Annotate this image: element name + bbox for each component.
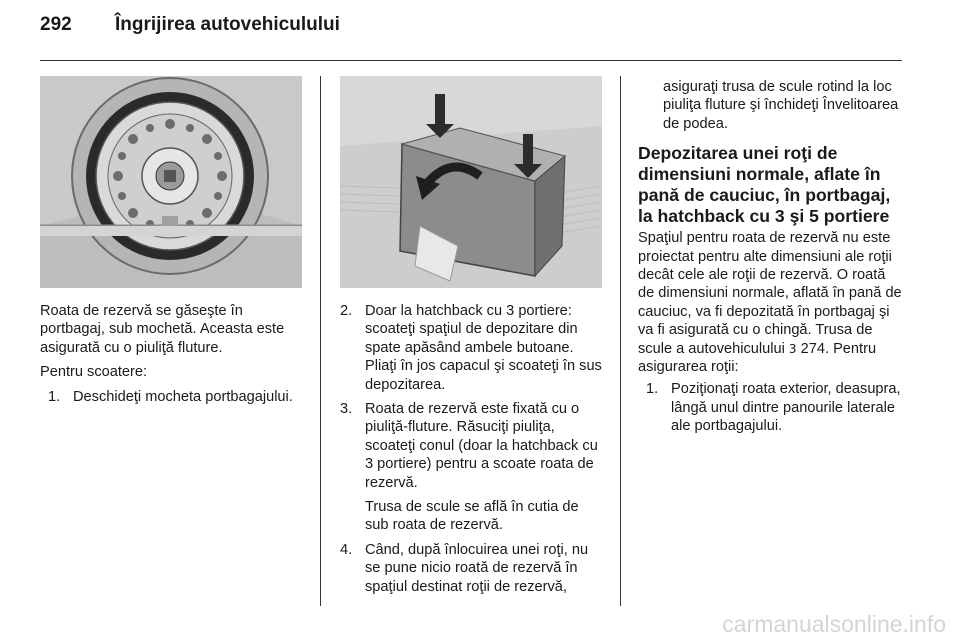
list-item	[48, 388, 308, 406]
column-divider-2	[620, 76, 621, 606]
page-ref-icon: 3	[788, 341, 797, 356]
note-text: Trusa de scule se află în cutia de sub roata de rezervă.	[365, 499, 579, 534]
list-item	[340, 541, 605, 596]
list-text: Deschideţi mocheta portbagajului.	[73, 388, 293, 405]
list-number: 1.	[48, 388, 61, 405]
page-header	[40, 14, 340, 36]
column-1-text	[40, 302, 308, 412]
list-item	[340, 302, 605, 394]
list-number: 3.	[340, 401, 353, 418]
rear-storage-illustration	[340, 76, 602, 288]
intro-paragraph: Roata de rezervă se găseşte în portbagaj, sub mochetă. Aceasta este asigurată cu o piuliţă fluture.	[40, 303, 285, 356]
spare-wheel-illustration	[40, 76, 302, 288]
page-number: 292	[40, 14, 72, 35]
list-text: Poziţionaţi roata exterior, deasupra, lângă unul dintre panourile laterale ale portbagajului.	[671, 381, 901, 435]
list-number: 4.	[340, 541, 353, 558]
list-note	[340, 498, 605, 535]
column-divider-1	[320, 76, 321, 606]
section-body	[638, 229, 904, 376]
section-title: Depozitarea unei roţi de dimensiuni normale, aflate în pană de cauciuc, în portbagaj, la hatchback cu 3 şi 5 portiere	[638, 143, 891, 227]
list-number: 1.	[646, 381, 659, 398]
header-rule	[40, 60, 902, 61]
list-text: Roata de rezervă este fixată cu o piuliţă-fluture. Răsuciţi piuliţa, scoateţi conul (doar la hatchback cu 3 portiere) pentru a scoate roata de rezervă.	[365, 401, 598, 491]
list-text: Doar la hatchback cu 3 portiere: scoateţi spaţiul de depozitare din spate apăsând ambele butoane. Pliaţi în jos capacul şi scoateţi în sus depozitarea.	[365, 303, 602, 393]
page-title: Îngrijirea autovehiculului	[115, 14, 340, 35]
continuation-paragraph: asiguraţi trusa de scule rotind la loc piuliţa fluture şi închideţi Învelitoarea de podea.	[663, 79, 899, 132]
list-text: Când, după înlocuirea unei roţi, nu se pune nicio roată de rezervă în spaţiul destinat roţii de rezervă,	[365, 541, 589, 595]
list-item	[646, 380, 904, 435]
column-2-text	[340, 302, 605, 602]
removal-label: Pentru scoatere:	[40, 364, 148, 381]
list-number: 2.	[340, 303, 353, 319]
body-text: Spaţiul pentru roata de rezervă nu este proiectat pentru alte dimensiuni ale roţii decât cele ale roţii de rezervă. O roată de dimensiuni normale, aflată în pană de cauciuc, va fi depozitată în portbagaj şi va fi asigurată cu o chingă. Trusa de scule a autovehiculului	[638, 230, 902, 357]
continuation-text	[638, 78, 904, 133]
list-item	[340, 400, 605, 492]
page-ref-text: 274. Pentru asigurarea roţii:	[638, 340, 877, 376]
watermark: carmanualsonline.info	[722, 611, 946, 637]
column-3-text	[638, 78, 904, 442]
